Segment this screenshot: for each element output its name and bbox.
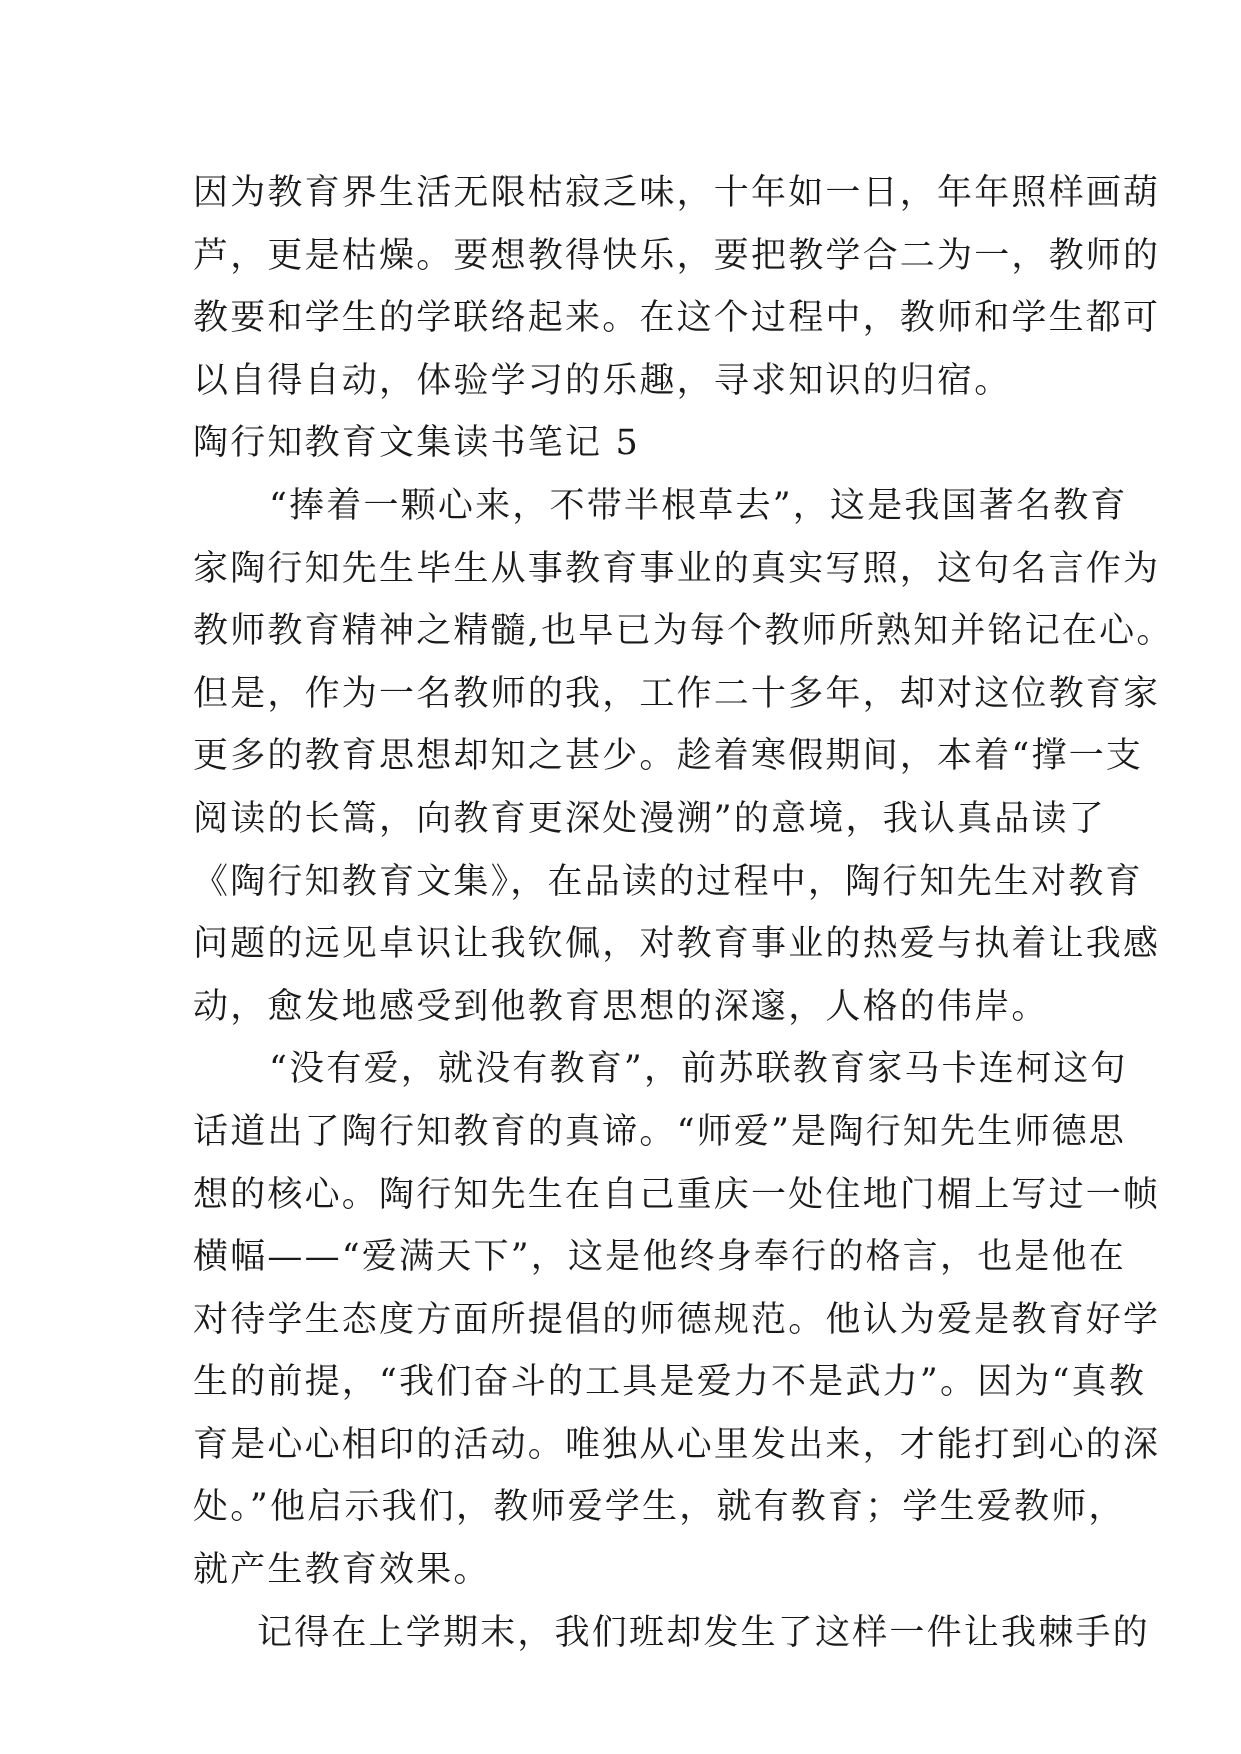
text-line: 更多的教育思想却知之甚少。趁着寒假期间，本着“撑一支 bbox=[193, 736, 1144, 777]
text-line: 芦，更是枯燥。要想教得快乐，要把教学合二为一，教师的 bbox=[193, 235, 1161, 276]
text-line: 话道出了陶行知教育的真谛。“师爱”是陶行知先生师德思 bbox=[193, 1111, 1126, 1152]
text-line: 因为教育界生活无限枯寂乏味，十年如一日，年年照样画葫 bbox=[193, 173, 1161, 213]
text-line: 处。”他启示我们，教师爱学生，就有教育；学生爱教师， bbox=[193, 1487, 1126, 1528]
text-line: 阅读的长篙，向教育更深处漫溯”的意境，我认真品读了 bbox=[193, 798, 1106, 839]
document-body bbox=[193, 162, 1174, 1664]
text-line: 横幅——“爱满天下”，这是他终身奉行的格言，也是他在 bbox=[193, 1237, 1126, 1278]
text-line: 记得在上学期末，我们班却发生了这样一件让我棘手的 bbox=[257, 1612, 1150, 1653]
text-line: 动，愈发地感受到他教育思想的深邃，人格的伟岸。 bbox=[193, 986, 1049, 1027]
text-line: “没有爱，就没有教育”，前苏联教育家马卡连柯这句 bbox=[269, 1049, 1128, 1090]
text-line: 就产生教育效果。 bbox=[193, 1550, 491, 1591]
text-line: 以自得自动，体验学习的乐趣，寻求知识的归宿。 bbox=[193, 360, 1012, 401]
text-line: 生的前提，“我们奋斗的工具是爱力不是武力”。因为“真教 bbox=[193, 1362, 1147, 1403]
section-heading: 陶行知教育文集读书笔记 5 bbox=[193, 423, 640, 464]
text-line: 想的核心。陶行知先生在自己重庆一处住地门楣上写过一帧 bbox=[193, 1174, 1161, 1215]
text-line: 对待学生态度方面所提倡的师德规范。他认为爱是教育好学 bbox=[193, 1299, 1161, 1340]
text-line: 教要和学生的学联络起来。在这个过程中，教师和学生都可 bbox=[193, 298, 1161, 339]
text-line: 问题的远见卓识让我钦佩，对教育事业的热爱与执着让我感 bbox=[193, 924, 1161, 965]
text-line: 家陶行知先生毕生从事教育事业的真实写照，这句名言作为 bbox=[193, 548, 1161, 589]
text-line: 《陶行知教育文集》，在品读的过程中，陶行知先生对教育 bbox=[193, 861, 1143, 902]
text-line: 育是心心相印的活动。唯独从心里发出来，才能打到心的深 bbox=[193, 1424, 1161, 1465]
text-line: 但是，作为一名教师的我，工作二十多年，却对这位教育家 bbox=[193, 673, 1161, 714]
text-line: “捧着一颗心来，不带半根草去”，这是我国著名教育 bbox=[269, 485, 1128, 526]
text-line: 教师教育精神之精髓,也早已为每个教师所熟知并铭记在心。 bbox=[193, 611, 1174, 652]
